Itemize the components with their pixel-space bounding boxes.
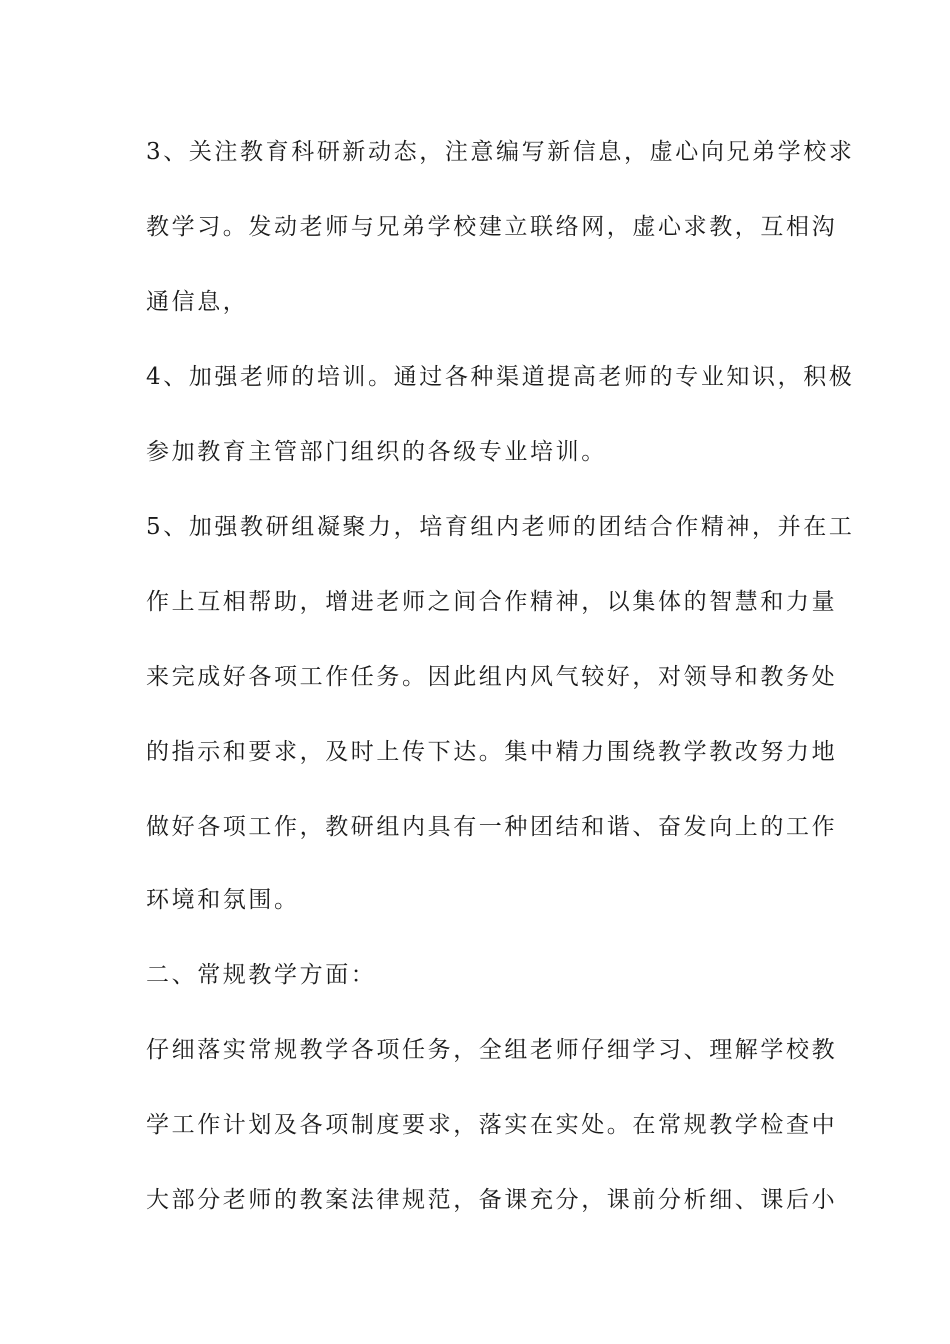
text-line: 作上互相帮助，增进老师之间合作精神，以集体的智慧和力量	[146, 589, 838, 615]
text-line: 5、加强教研组凝聚力，培育组内老师的团结合作精神，并在工	[146, 514, 855, 540]
text-line: 通信息，	[146, 289, 249, 315]
text-line: 仔细落实常规教学各项任务，全组老师仔细学习、理解学校教	[146, 1037, 838, 1063]
text-line: 二、常规教学方面：	[146, 962, 377, 988]
text-line: 大部分老师的教案法律规范，备课充分，课前分析细、课后小	[146, 1187, 838, 1213]
text-line: 参加教育主管部门组织的各级专业培训。	[146, 439, 607, 465]
text-line: 环境和氛围。	[146, 887, 300, 913]
text-line: 教学习。发动老师与兄弟学校建立联络网，虚心求教，互相沟	[146, 214, 838, 240]
text-line: 的指示和要求，及时上传下达。集中精力围绕教学教改努力地	[146, 739, 838, 765]
text-line: 做好各项工作，教研组内具有一种团结和谐、奋发向上的工作	[146, 814, 838, 840]
text-line: 学工作计划及各项制度要求，落实在实处。在常规教学检查中	[146, 1112, 838, 1138]
text-line: 3、关注教育科研新动态，注意编写新信息，虚心向兄弟学校求	[146, 139, 855, 165]
text-line: 4、加强老师的培训。通过各种渠道提高老师的专业知识，积极	[146, 364, 855, 390]
text-line: 来完成好各项工作任务。因此组内风气较好，对领导和教务处	[146, 664, 838, 690]
